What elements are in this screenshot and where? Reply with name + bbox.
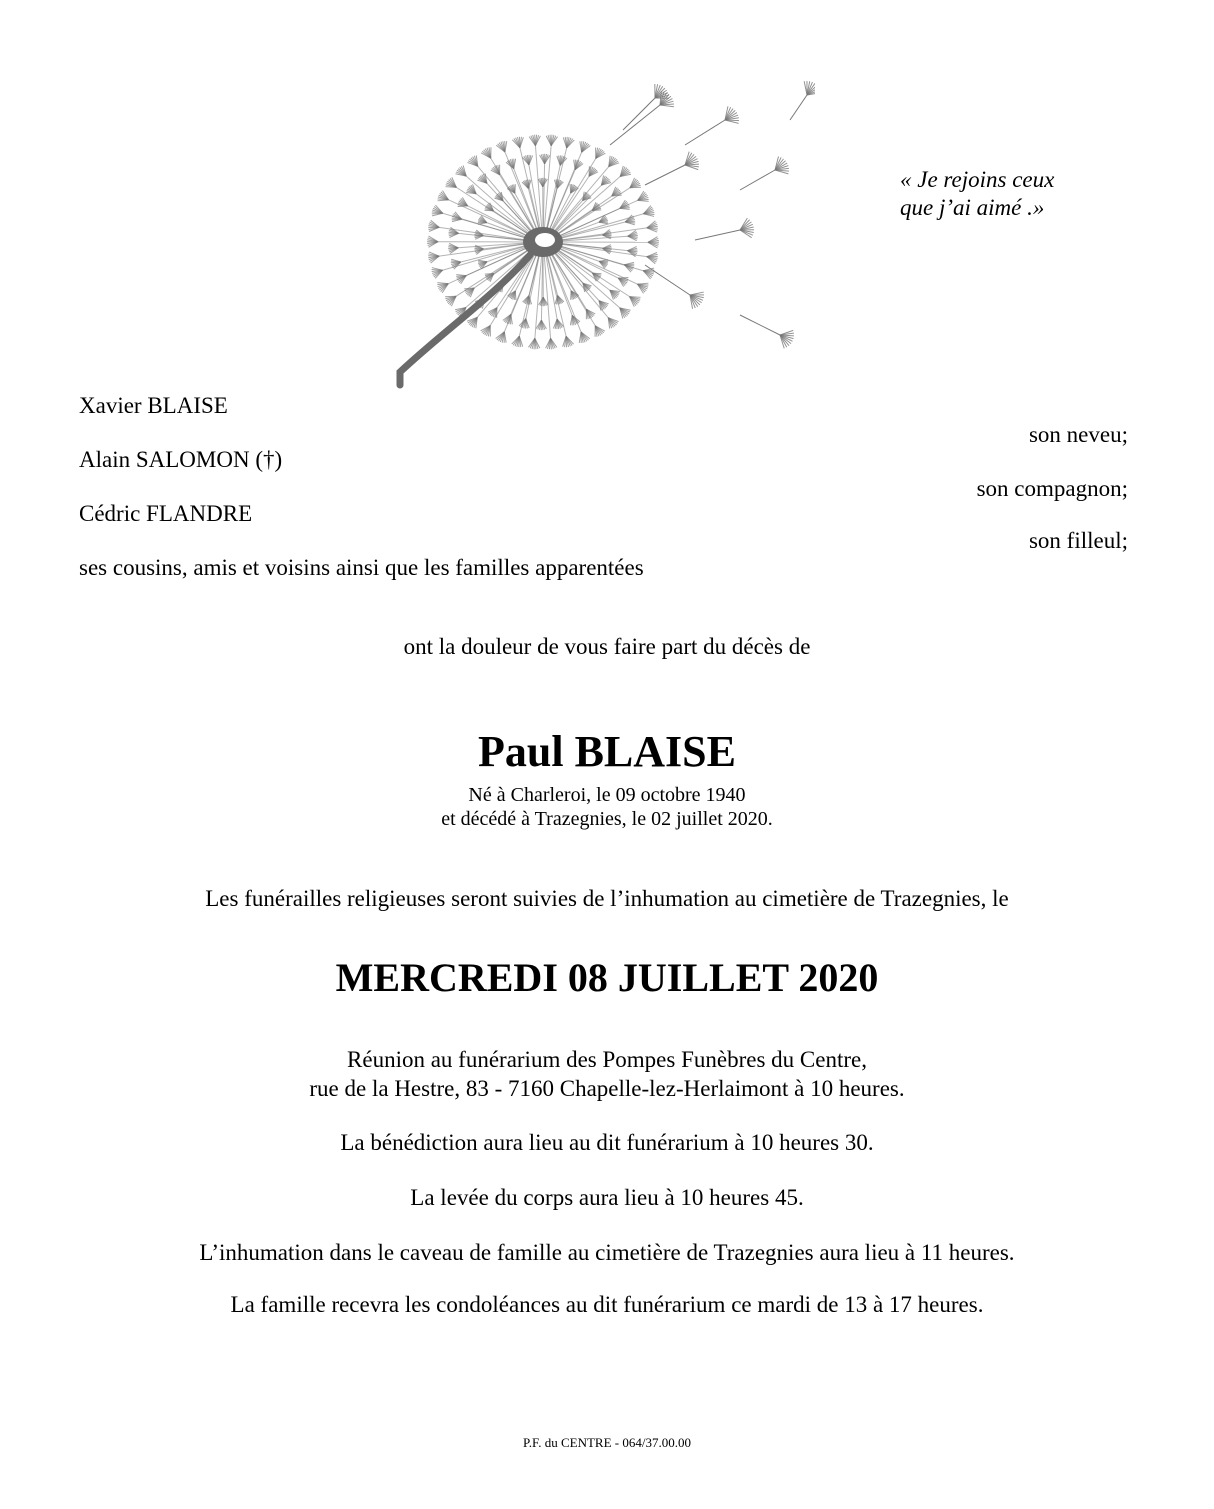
family-member-name: Xavier BLAISE [79,393,228,418]
family-member-relation: son filleul; [1028,528,1128,553]
family-member-name: Alain SALOMON (†) [79,447,283,472]
funeral-intro: Les funérailles religieuses seront suivies de l’inhumation au cimetière de Trazegnies, le [205,886,1009,911]
dandelion-illustration [395,80,815,390]
announcement-text: ont la douleur de vous faire part du décès de [403,634,811,659]
family-member-relation: son compagnon; [976,476,1128,501]
quote [900,166,1140,222]
blessing-info: La bénédiction aura lieu au dit funérarium à 10 heures 30. [340,1130,874,1155]
death-info: et décédé à Trazegnies, le 02 juillet 2020. [441,808,773,830]
meeting-line-1: Réunion au funérarium des Pompes Funèbres du Centre, [347,1047,867,1072]
quote-line-1: « Je rejoins ceux [900,167,1055,192]
family-member-relation: son neveu; [1028,422,1128,447]
quote-line-2: que j’ai aimé .» [900,195,1045,220]
other-relatives: ses cousins, amis et voisins ainsi que les familles apparentées [79,555,644,580]
footer-contact: P.F. du CENTRE - 064/37.00.00 [523,1435,691,1450]
family-member-name: Cédric FLANDRE [79,501,253,526]
condolences-info: La famille recevra les condoléances au dit funérarium ce mardi de 13 à 17 heures. [230,1292,984,1317]
departure-info: La levée du corps aura lieu à 10 heures 45. [410,1185,804,1210]
birth-info: Né à Charleroi, le 09 octobre 1940 [468,784,746,806]
meeting-line-2: rue de la Hestre, 83 - 7160 Chapelle-lez-Herlaimont à 10 heures. [309,1076,905,1101]
burial-info: L’inhumation dans le caveau de famille au cimetière de Trazegnies aura lieu à 11 heures. [199,1240,1015,1265]
deceased-name: Paul BLAISE [478,727,736,776]
funeral-date: MERCREDI 08 JUILLET 2020 [335,955,879,1000]
